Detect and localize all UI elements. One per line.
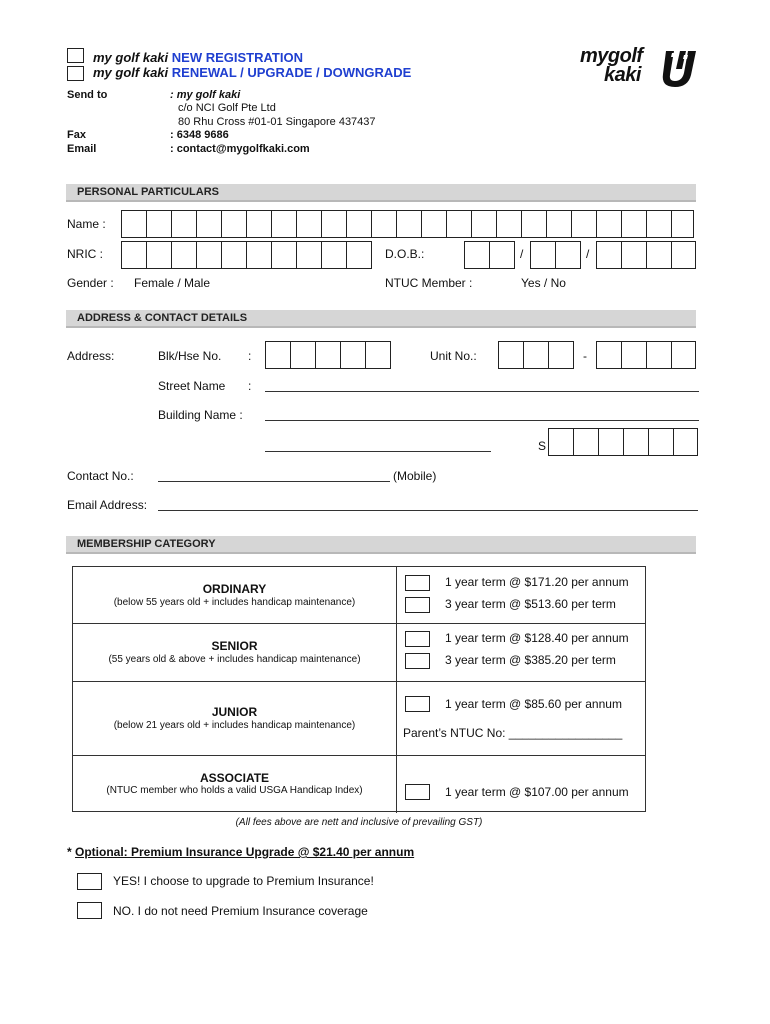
category-title: ASSOCIATE <box>199 771 270 785</box>
option-checkbox[interactable] <box>405 597 430 613</box>
option-label: 1 year term @ $107.00 per annum <box>445 785 629 799</box>
address-label: Address: <box>67 349 115 363</box>
membership-row-junior <box>73 682 645 756</box>
fax-value: : 6348 9686 <box>170 129 229 141</box>
contact-label: Contact No.: <box>67 469 134 483</box>
street-colon: : <box>248 379 252 393</box>
dob-day-grid[interactable] <box>464 241 515 269</box>
send-to-value: : my golf kaki <box>170 89 241 101</box>
option-checkbox[interactable] <box>405 575 430 591</box>
category-title: SENIOR <box>211 639 258 653</box>
fees-note: (All fees above are nett and inclusive of prevailing GST) <box>235 817 483 828</box>
membership-row-ordinary <box>73 567 645 624</box>
option-checkbox[interactable] <box>405 784 430 800</box>
nric-input-grid[interactable] <box>121 241 372 269</box>
blk-label: Blk/Hse No. <box>158 349 222 363</box>
contact-input-line[interactable] <box>158 481 390 482</box>
street-input-line[interactable] <box>265 391 699 392</box>
email-value: : contact@mygolfkaki.com <box>170 143 310 155</box>
fax-label: Fax <box>67 129 86 141</box>
email-input-line[interactable] <box>158 510 698 511</box>
option-label: 3 year term @ $513.60 per term <box>445 597 616 611</box>
option-label: 1 year term @ $128.40 per annum <box>445 631 629 645</box>
option-checkbox[interactable] <box>405 631 430 647</box>
gender-label: Gender : <box>67 276 114 290</box>
option-label: 1 year term @ $171.20 per annum <box>445 575 629 589</box>
street-label: Street Name <box>158 379 226 393</box>
option-label: 1 year term @ $85.60 per annum <box>445 697 622 711</box>
category-title: JUNIOR <box>211 705 258 719</box>
golfer-icon <box>660 47 700 89</box>
gender-options[interactable]: Female / Male <box>134 276 211 290</box>
mobile-label: (Mobile) <box>393 469 437 483</box>
category-subtitle: (below 55 years old + includes handicap maintenance) <box>113 597 356 608</box>
blk-colon: : <box>248 349 252 363</box>
insurance-no-checkbox[interactable] <box>77 902 102 919</box>
insurance-title: * Optional: Premium Insurance Upgrade @ $21.40 per annum <box>67 845 415 859</box>
address-line3: 80 Rhu Cross #01-01 Singapore 437437 <box>178 116 376 128</box>
email-address-label: Email Address: <box>67 498 148 512</box>
membership-row-senior <box>73 624 645 682</box>
address-line2: c/o NCI Golf Pte Ltd <box>178 102 276 114</box>
insurance-yes-checkbox[interactable] <box>77 873 102 890</box>
name-label: Name : <box>67 217 106 231</box>
dob-separator: / <box>586 247 590 261</box>
option-checkbox[interactable] <box>405 653 430 669</box>
email-label: Email <box>67 143 97 155</box>
option-checkbox[interactable] <box>405 696 430 712</box>
nric-label: NRIC : <box>67 247 103 261</box>
unit-floor-grid[interactable] <box>498 341 574 369</box>
unit-number-grid[interactable] <box>596 341 696 369</box>
address-contact-header: ADDRESS & CONTACT DETAILS <box>66 310 696 328</box>
postal-code-grid[interactable] <box>548 428 698 456</box>
name-input-grid[interactable] <box>121 210 694 238</box>
dob-separator: / <box>520 247 524 261</box>
category-subtitle: (55 years old & above + includes handicap maintenance) <box>108 654 361 665</box>
renewal-title: my golf kaki RENEWAL / UPGRADE / DOWNGRADE <box>93 65 412 80</box>
mygolfkaki-logo: mygolf kaki <box>580 45 700 91</box>
category-subtitle: (below 21 years old + includes handicap maintenance) <box>113 720 356 731</box>
option-label: 3 year term @ $385.20 per term <box>445 653 616 667</box>
ntuc-member-options[interactable]: Yes / No <box>521 276 566 290</box>
renewal-checkbox[interactable] <box>67 66 84 81</box>
unit-label: Unit No.: <box>430 349 477 363</box>
building-input-line[interactable] <box>265 420 699 421</box>
parent-ntuc-field[interactable]: Parent’s NTUC No: _________________ <box>403 726 623 740</box>
insurance-no-label: NO. I do not need Premium Insurance coverage <box>113 904 368 918</box>
dob-label: D.O.B.: <box>385 247 425 261</box>
category-subtitle: (NTUC member who holds a valid USGA Handicap Index) <box>106 785 363 796</box>
dob-month-grid[interactable] <box>530 241 581 269</box>
building-input-line-2[interactable] <box>265 451 491 452</box>
personal-particulars-header: PERSONAL PARTICULARS <box>66 184 696 202</box>
blk-input-grid[interactable] <box>265 341 391 369</box>
ntuc-member-label: NTUC Member : <box>385 276 473 290</box>
unit-dash: - <box>583 349 587 363</box>
membership-table <box>72 566 646 812</box>
send-to-label: Send to <box>67 89 108 101</box>
building-label: Building Name : <box>158 408 243 422</box>
membership-category-header: MEMBERSHIP CATEGORY <box>66 536 696 554</box>
new-registration-checkbox[interactable] <box>67 48 84 63</box>
insurance-yes-label: YES! I choose to upgrade to Premium Insurance! <box>113 874 374 888</box>
dob-year-grid[interactable] <box>596 241 696 269</box>
category-title: ORDINARY <box>202 582 267 596</box>
membership-row-associate <box>73 756 645 813</box>
postal-prefix: S <box>538 439 547 453</box>
new-registration-title: my golf kaki NEW REGISTRATION <box>93 50 303 65</box>
